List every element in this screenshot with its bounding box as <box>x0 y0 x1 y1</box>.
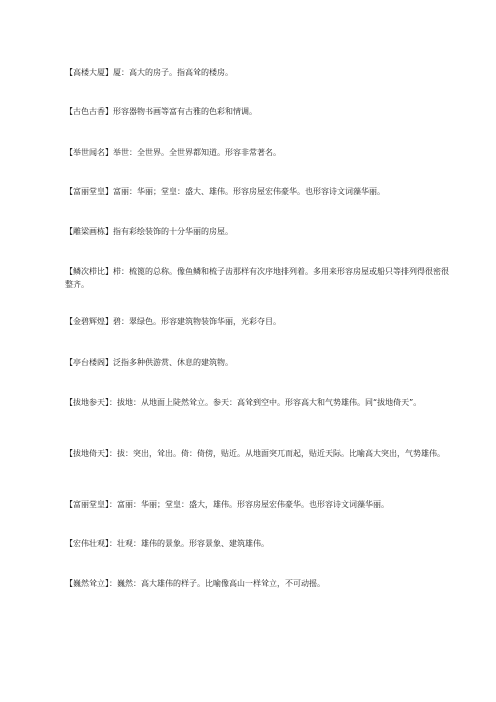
entry-fu-li-tang-huang-2 <box>65 498 450 511</box>
entry-definition: 富丽：华丽；堂皇：盛大、雄伟。形容房屋宏伟豪华。也形容诗文词藻华丽。 <box>113 187 385 196</box>
entry-term: 【雕梁画栋】 <box>65 227 113 236</box>
entry-term: 【古色古香】 <box>65 107 113 116</box>
entry-jin-bi-hui-huang <box>65 315 450 328</box>
entry-definition: 举世：全世界。全世界都知道。形容非常著名。 <box>113 148 281 157</box>
entry-ting-tai-lou-ge <box>65 356 450 369</box>
entry-definition: ：巍然：高大雄伟的样子。比喻像高山一样耸立，不可动摇。 <box>109 579 325 588</box>
entry-definition: ：壮观：雄伟的景象。形容景象、建筑雄伟。 <box>109 539 269 548</box>
entry-definition: 泛指多种供游赏、休息的建筑物。 <box>113 358 233 367</box>
entry-term: 【拔地倚天】 <box>65 449 109 458</box>
entry-term: 【巍然耸立】 <box>65 579 109 588</box>
entry-definition: 形容器物书画等富有古雅的色彩和情调。 <box>113 107 257 116</box>
entry-diao-liang-hua-dong <box>65 225 450 238</box>
entry-wei-ran-song-li <box>65 577 450 590</box>
entry-term: 【拔地参天】 <box>65 398 109 407</box>
entry-gu-se-gu-xiang <box>65 105 450 118</box>
entry-term: 【举世闻名】 <box>65 148 113 157</box>
entry-definition: ：拔地：从地面上陡然耸立。参天：高耸到空中。形容高大和气势雄伟。同“拔地倚天”。 <box>109 398 422 407</box>
entry-ba-di-yi-tian <box>65 447 450 460</box>
entry-term: 【宏伟壮观】 <box>65 539 109 548</box>
entry-term: 【富丽堂皇】 <box>65 500 109 509</box>
entry-definition: ：富丽：华丽；堂皇：盛大，雄伟。形容房屋宏伟豪华。也形容诗文词藻华丽。 <box>109 500 389 509</box>
entry-definition: 厦：高大的房子。指高耸的楼房。 <box>113 68 233 77</box>
entry-term: 【鳞次栉比】 <box>65 267 113 276</box>
entry-term: 【亭台楼阁】 <box>65 358 113 367</box>
entry-term: 【高楼大厦】 <box>65 68 113 77</box>
entry-ju-shi-wen-ming <box>65 146 450 159</box>
entry-fu-li-tang-huang <box>65 185 450 198</box>
entry-definition: 碧：翠绿色。形容建筑物装饰华丽，光彩夺目。 <box>113 317 281 326</box>
entry-lin-ci-zhi-bi <box>65 265 450 291</box>
entry-definition: 栉：梳篦的总称。像鱼鳞和梳子齿那样有次序地排列着。多用来形容房屋或船只等排列得很密很整齐。 <box>65 267 449 289</box>
entry-hong-wei-zhuang-guan <box>65 537 450 550</box>
entry-term: 【金碧辉煌】 <box>65 317 113 326</box>
entry-term: 【富丽堂皇】 <box>65 187 113 196</box>
entry-definition: 指有彩绘装饰的十分华丽的房屋。 <box>113 227 233 236</box>
entry-gao-lou-da-sha <box>65 66 450 79</box>
entry-ba-di-can-tian <box>65 396 450 409</box>
entry-definition: ：拔：突出，耸出。倚：倚傍，贴近。从地面突兀而起，贴近天际。比喻高大突出，气势雄伟。 <box>109 449 445 458</box>
